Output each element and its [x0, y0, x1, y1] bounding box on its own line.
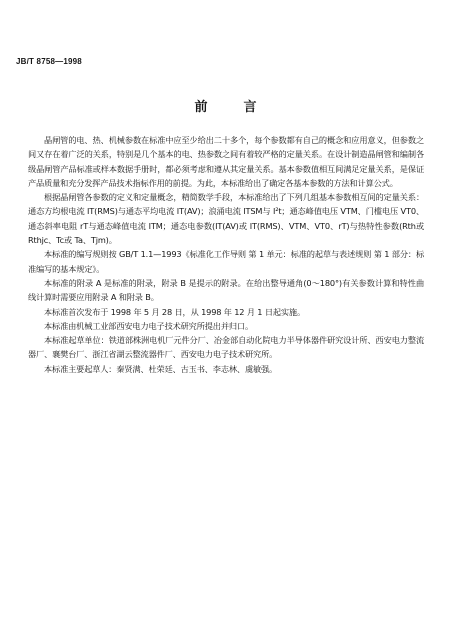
paragraph-drafting-rules: 本标准的编写规则按 GB/T 1.1—1993《标准化工作导则 第 1 单元：标准的起草与表述规则 第 1 部分：标准编写的基本规定》。: [28, 249, 424, 274]
page-title: 前言: [194, 100, 293, 115]
paragraph-intro: 晶闸管的电、热、机械参数在标准中应至少给出二十多个，每个参数都有自己的概念和应用意义，但参数之间又存在着广泛的关系，特别是几个基本的电、热参数之间有着较严格的定量关系。在设计制造晶闸管和编制各级晶闸管产品标准或样本数据手册时，都必须考虑和遵从其定量关系。基本参数值相互间满足定量关系，是保证产品质量和充分发挥产品技术指标作用的前提。为此，本标准给出了确定各基本参数的方法和计算公式。: [28, 135, 424, 188]
document-body: [28, 133, 424, 376]
paragraph-release-date: 本标准首次发布于 1998 年 5 月 28 日，从 1998 年 12 月 1 日起实施。: [44, 306, 306, 317]
paragraph-proposer: 本标准由机械工业部西安电力电子技术研究所提出并归口。: [44, 320, 253, 331]
paragraph-drafting-units: 本标准起草单位：铁道部株洲电机厂元件分厂、冶金部自动化院电力半导体器件研究设计所、西安电力整流器厂、襄樊台厂、浙江省湖云整流器件厂、西安电力电子技术研究所。: [28, 335, 424, 360]
paragraph-appendices: 本标准的附录 A 是标准的附录，附录 B 是提示的附录。在给出整导通角(0～180°)有关参数计算和特性曲线计算时需要应用附录 A 和附录 B。: [28, 277, 424, 303]
paragraph-parameter-relations: 根据晶闸管各参数的定义和定量概念，精简数学手段，本标准给出了下列几组基本参数相互间的定量关系：通态方均根电流 IT(RMS)与通态平均电流 IT(AV)；浪涌电流 ITSM与 I²t；通态峰值电压 VTM、门槛电压 VT0、通态斜率电阻 rT与通态峰值电流 ITM；通态电参数(IT(AV)或 IT(RMS)、VTM、VT0、rT)与热特性参数(Rth或 Rthjc、Tc或 Ta、Tjm)。: [28, 192, 424, 246]
standard-number: JB/T 8758—1998: [16, 57, 82, 66]
paragraph-drafters: 本标准主要起草人：秦贤满、杜荣廷、古玉书、李志林、虞敏强。: [44, 363, 278, 374]
